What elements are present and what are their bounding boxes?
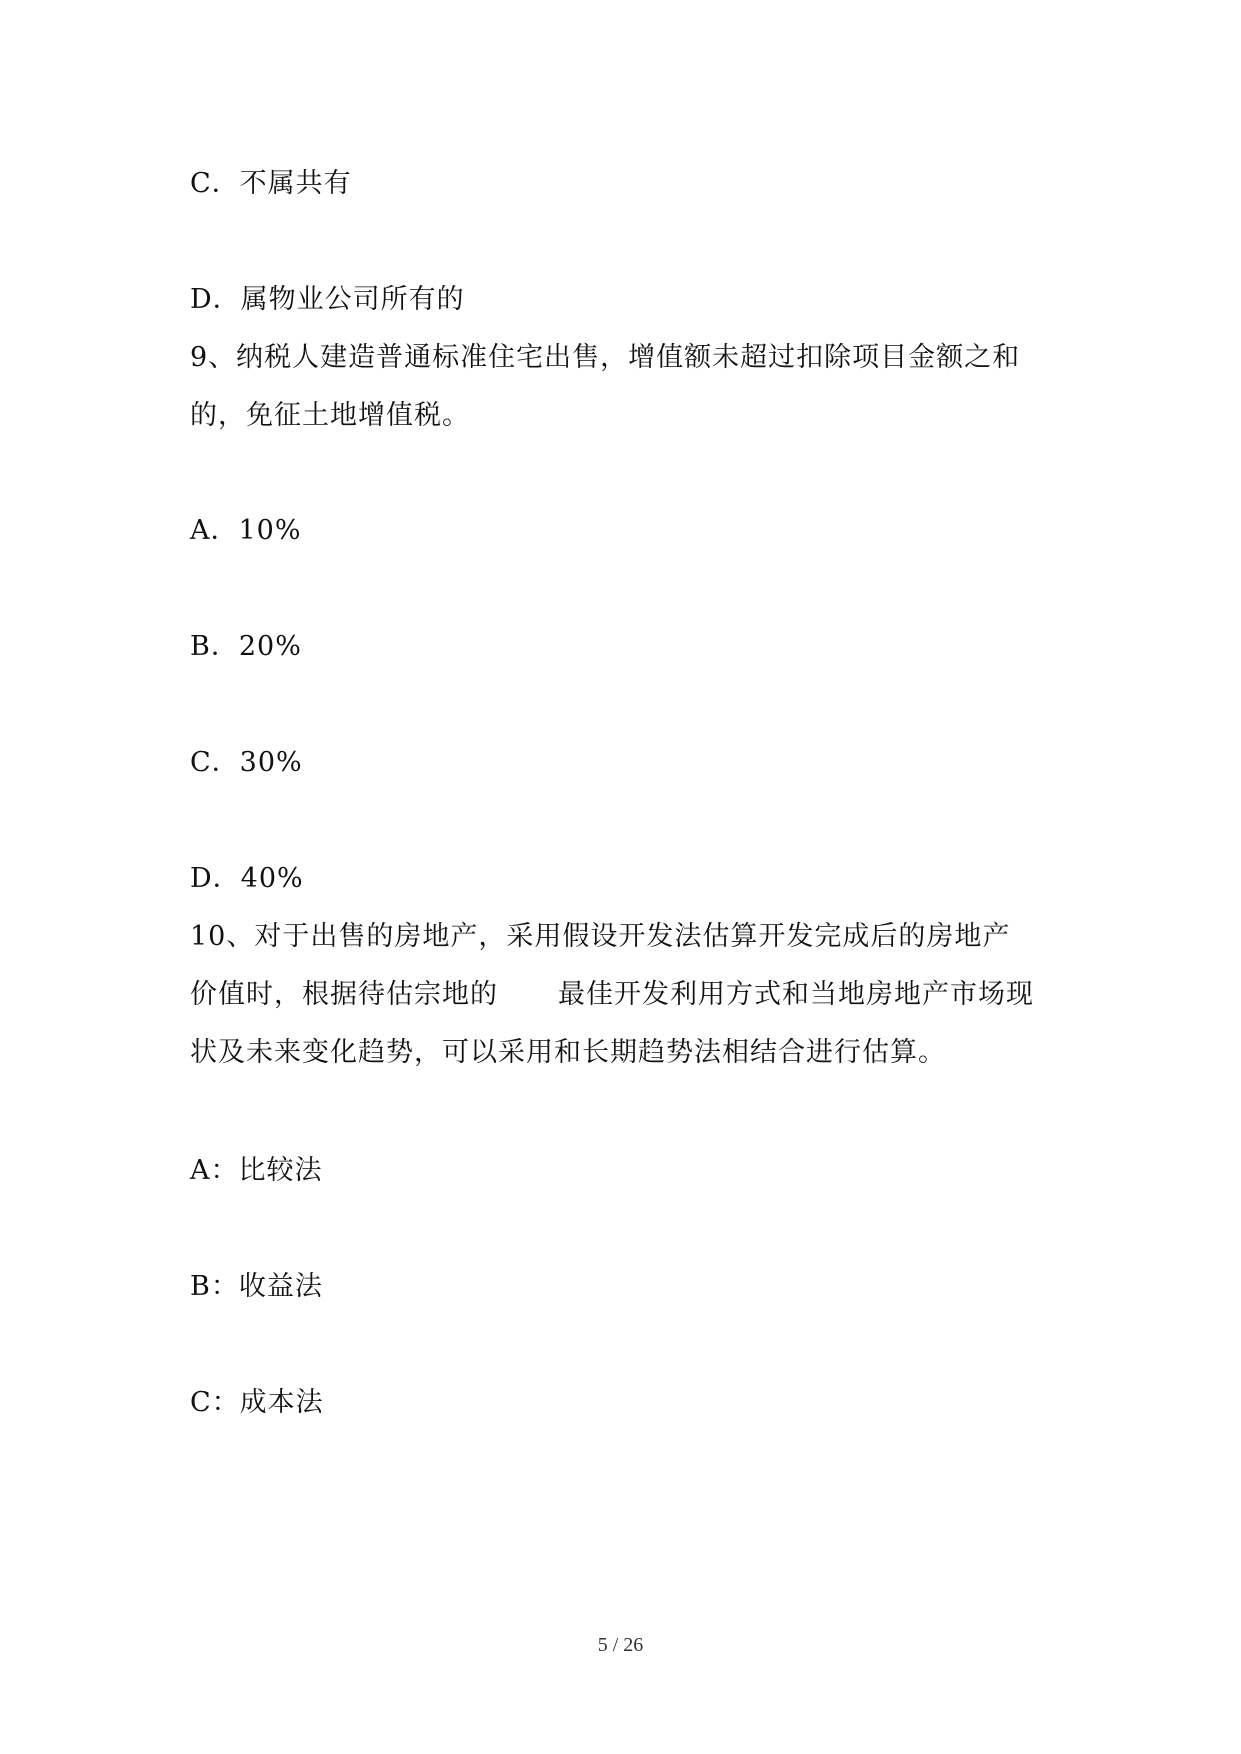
q10-question-line-3: 状及未来变化趋势，可以采用和长期趋势法相结合进行估算。 <box>190 1037 946 1068</box>
q9-option-b: B．20% <box>190 631 302 662</box>
q8-option-d: D．属物业公司所有的 <box>190 284 465 315</box>
q10-line-2-part-2: 最佳开发利用方式和当地房地产市场现 <box>558 979 1034 1010</box>
q9-option-a: A．10% <box>190 515 302 546</box>
q9-question-line-1: 9、纳税人建造普通标准住宅出售，增值额未超过扣除项目金额之和 <box>190 342 1021 373</box>
q9-option-d: D．40% <box>190 863 304 894</box>
q9-option-c: C．30% <box>190 747 303 778</box>
q9-question-line-2: 的，免征土地增值税。 <box>190 400 470 431</box>
q8-option-c: C．不属共有 <box>190 168 352 199</box>
q10-question-line-2 <box>190 977 1034 1013</box>
page-number: 5 / 26 <box>597 1634 644 1656</box>
q10-option-b: B：收益法 <box>190 1271 323 1302</box>
q10-option-c: C：成本法 <box>190 1387 324 1418</box>
q10-line-2-part-1: 价值时，根据待估宗地的 <box>190 979 498 1010</box>
q10-question-line-1: 10、对于出售的房地产，采用假设开发法估算开发完成后的房地产 <box>190 921 1011 952</box>
q10-option-a: A：比较法 <box>190 1155 323 1186</box>
